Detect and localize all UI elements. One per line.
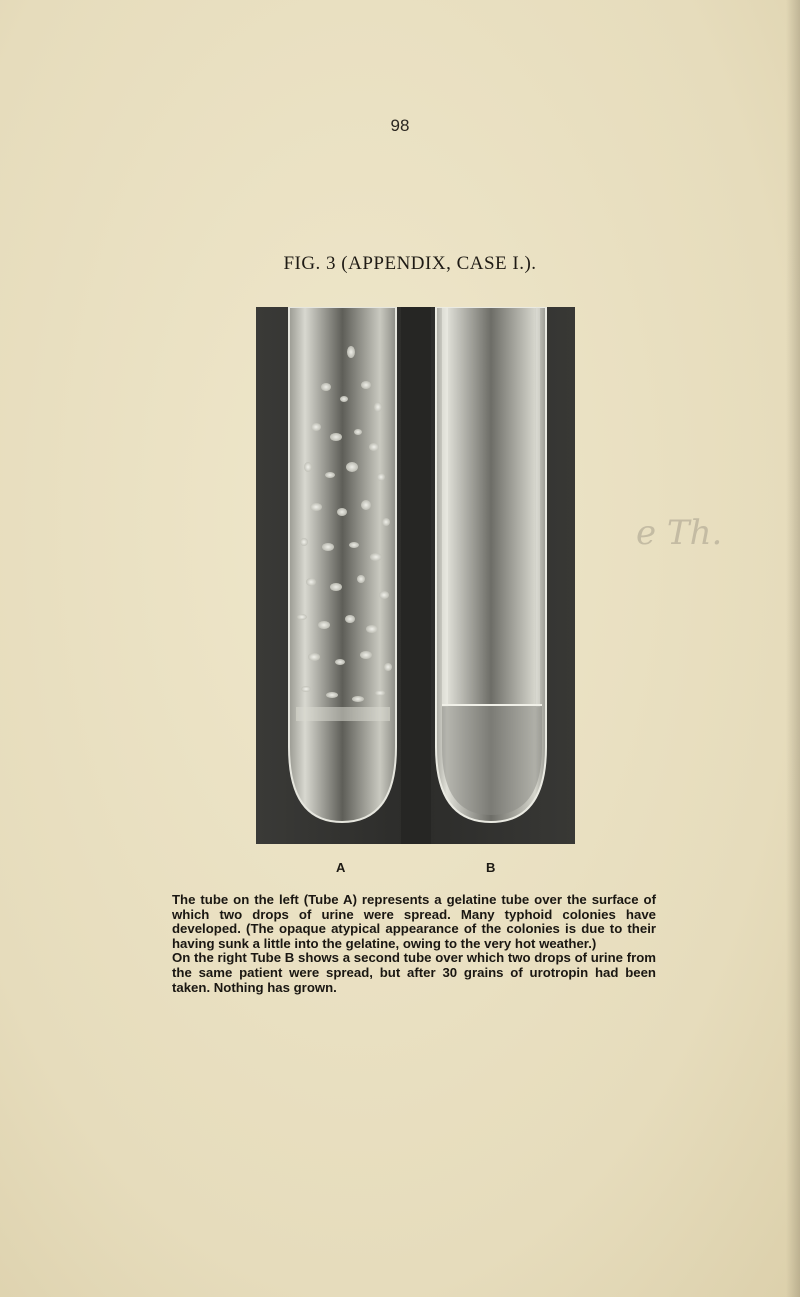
test-tubes-illustration [256, 307, 575, 844]
tube-label-a: A [336, 860, 346, 875]
pencil-annotation: e Th. [636, 513, 723, 553]
figure-caption [172, 893, 656, 995]
caption-paragraph-2: On the right Tube B shows a second tube over which two drops of urine from the same patient were spread, but after 30 grains of urotropin had been taken. Nothing has grown. [172, 950, 656, 995]
test-tubes-photograph [256, 307, 575, 844]
tube-a [289, 307, 396, 822]
tube-label-b: B [486, 860, 496, 875]
page-number: 98 [390, 116, 410, 135]
caption-paragraph-1: The tube on the left (Tube A) represents a gelatine tube over the surface of which two drops of urine were spread. Many typhoid colonies have developed. (The opaque atypical appearance of the colonies is due to their having sunk a little into the gelatine, owing to the very hot weather.) [172, 892, 656, 951]
tube-b [436, 307, 546, 822]
page-edge-shadow [786, 0, 800, 1297]
figure-title: FIG. 3 (APPENDIX, CASE I.). [283, 253, 537, 274]
